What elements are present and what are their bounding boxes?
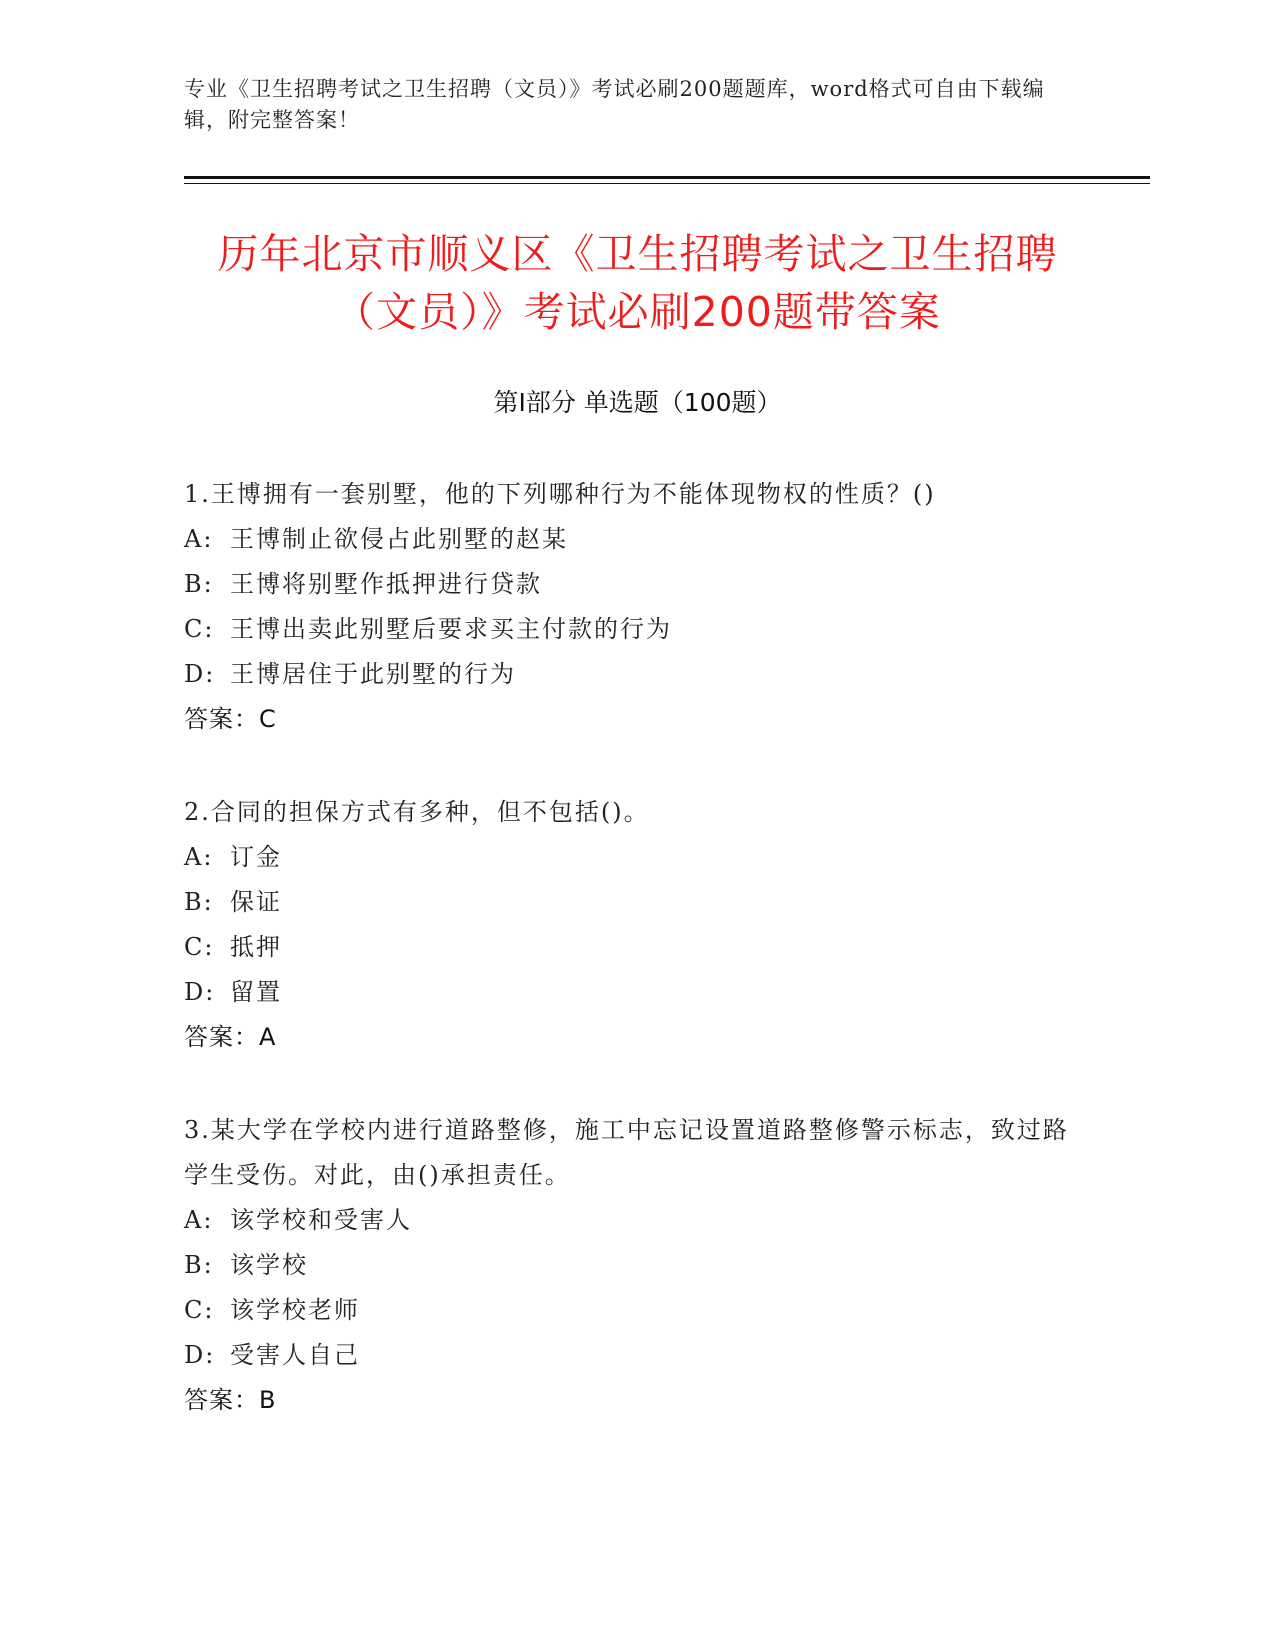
- option-d: [184, 970, 1084, 1015]
- option-text: 王博出卖此别墅后要求买主付款的行为: [230, 615, 672, 643]
- option-key: B:: [184, 888, 214, 916]
- option-key: C:: [184, 615, 215, 643]
- option-text: 订金: [230, 843, 282, 871]
- answer-line: 答案：C: [184, 705, 277, 733]
- header-divider-thick: [184, 176, 1150, 179]
- option-text: 该学校: [230, 1251, 308, 1279]
- question-2: [184, 790, 1084, 1060]
- option-key: C:: [184, 933, 215, 961]
- option-key: B:: [184, 1251, 214, 1279]
- question-1: [184, 472, 1084, 742]
- option-a: [184, 517, 1084, 562]
- option-text: 王博制止欲侵占此别墅的赵某: [230, 525, 568, 553]
- option-c: [184, 1288, 1084, 1333]
- option-key: C:: [184, 1296, 215, 1324]
- option-key: A:: [184, 1206, 214, 1234]
- option-a: [184, 835, 1084, 880]
- option-a: [184, 1198, 1084, 1243]
- option-b: [184, 1243, 1084, 1288]
- option-key: B:: [184, 570, 214, 598]
- question-stem: 3.某大学在学校内进行道路整修，施工中忘记设置道路整修警示标志，致过路学生受伤。对此，由()承担责任。: [184, 1116, 1069, 1189]
- question-stem: 2.合同的担保方式有多种，但不包括()。: [184, 798, 650, 826]
- header-note: 专业《卫生招聘考试之卫生招聘（文员）》考试必刷200题题库，word格式可自由下载编辑，附完整答案！: [184, 77, 1045, 132]
- document-title: 历年北京市顺义区《卫生招聘考试之卫生招聘（文员）》考试必刷200题带答案: [217, 230, 1058, 336]
- option-key: D:: [184, 978, 216, 1006]
- option-b: [184, 562, 1084, 607]
- question-stem: 1.王博拥有一套别墅，他的下列哪种行为不能体现物权的性质？(): [184, 480, 936, 508]
- answer-line: 答案：A: [184, 1023, 277, 1051]
- answer-line: 答案：B: [184, 1386, 277, 1414]
- option-c: [184, 607, 1084, 652]
- option-b: [184, 880, 1084, 925]
- option-text: 保证: [230, 888, 282, 916]
- option-text: 该学校老师: [230, 1296, 360, 1324]
- option-text: 王博居住于此别墅的行为: [230, 660, 516, 688]
- section-title: 第Ⅰ部分 单选题（100题）: [493, 388, 782, 417]
- option-text: 抵押: [230, 933, 282, 961]
- option-text: 受害人自己: [230, 1341, 360, 1369]
- option-text: 该学校和受害人: [230, 1206, 412, 1234]
- question-3: [184, 1108, 1084, 1423]
- option-d: [184, 1333, 1084, 1378]
- option-key: D:: [184, 660, 216, 688]
- option-text: 留置: [230, 978, 282, 1006]
- option-text: 王博将别墅作抵押进行贷款: [230, 570, 542, 598]
- option-c: [184, 925, 1084, 970]
- header-divider-thin: [184, 183, 1150, 184]
- option-d: [184, 652, 1084, 697]
- option-key: A:: [184, 525, 214, 553]
- option-key: A:: [184, 843, 214, 871]
- option-key: D:: [184, 1341, 216, 1369]
